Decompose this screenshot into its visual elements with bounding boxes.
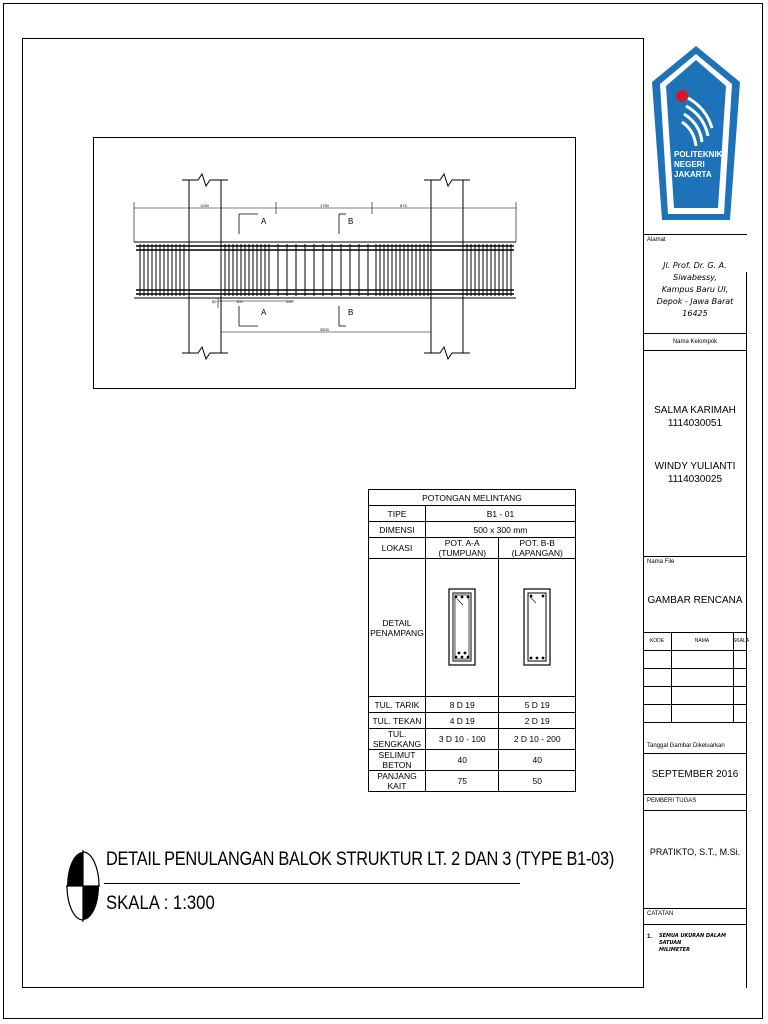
lokasi-label: LOKASI [369,538,426,559]
dim-bottom-3: 200 [286,299,293,304]
kait-label: PANJANG KAIT [369,771,426,792]
tipe-label: TIPE [369,506,426,522]
lokasi-b: POT. B-B (LAPANGAN) [499,538,576,559]
dimensi-label: DIMENSI [369,522,426,538]
nama-header: NAMA [694,638,710,644]
section-a-drawing [425,559,499,697]
tul-sengkang-b: 2 D 10 - 200 [499,729,576,750]
catatan-text: SEMUA UKURAN DALAM SATUAN MILIMETER [659,933,726,953]
date-label: Tanggal Gambar Dikeluarkan [647,743,725,749]
section-mark-b-top: B [348,217,354,226]
section-mark-a-bottom: A [261,308,267,317]
tul-tekan-label: TUL. TEKAN [369,713,426,729]
member-2: WINDY YULIANTI 1114030025 [654,461,736,485]
dim-bottom-1: 50 [212,299,217,304]
dimensi-value: 500 x 300 mm [425,522,575,538]
tul-tarik-a: 8 D 19 [425,697,499,713]
kait-a: 75 [425,771,499,792]
file-table [643,632,750,722]
section-b-drawing [499,559,576,697]
section-mark-a-top: A [261,217,267,226]
tipe-value: B1 - 01 [425,506,575,522]
title-underline [104,883,520,884]
dim-top-3: 875 [400,203,407,208]
beam-elevation-drawing [93,137,576,389]
alamat-label: Alamat [647,237,666,243]
tul-tarik-b: 5 D 19 [499,697,576,713]
tul-sengkang-a: 3 D 10 - 100 [425,729,499,750]
tul-sengkang-label: TUL. SENGKANG [369,729,426,750]
file-label: Nama File [647,559,675,565]
dim-bottom-2: 100 [236,299,243,304]
section-symbol-icon [66,850,100,922]
logo-text: POLITEKNIK NEGERI JAKARTA [674,150,723,179]
file-name: GAMBAR RENCANA [647,595,743,606]
table-title: POTONGAN MELINTANG [369,490,576,506]
selimut-a: 40 [425,750,499,771]
dim-bottom-4: 3500 [320,327,329,332]
section-table [368,489,576,792]
kelompok-label: Nama Kelompok [672,339,718,345]
selimut-b: 40 [499,750,576,771]
drawing-scale: SKALA : 1:300 [106,893,215,914]
kode-header: KODE [649,638,665,644]
title-block [643,38,750,988]
member-1: SALMA KARIMAH 1114030051 [654,405,736,429]
tul-tarik-label: TUL. TARIK [369,697,426,713]
alamat-text: Jl. Prof. Dr. G. A. Siwabessy, Kampus Baru UI, Depok - Jawa Barat 16425 [656,261,734,318]
dim-top-2: 1750 [320,203,329,208]
catatan-label: CATATAN [647,911,674,917]
lokasi-a: POT. A-A (TUMPUAN) [425,538,499,559]
skala-header: SKALA [733,638,750,644]
catatan-number: 1. [647,934,653,940]
pemberi-value: PRATIKTO, S.T., M.Si. [649,847,741,857]
kait-b: 50 [499,771,576,792]
pemberi-label: PEMBERI TUGAS [647,798,697,804]
dim-top-1: 1250 [200,203,209,208]
date-value: SEPTEMBER 2016 [651,769,739,780]
tul-tekan-b: 2 D 19 [499,713,576,729]
detail-label: DETAIL PENAMPANG [369,559,426,697]
selimut-label: SELIMUT BETON [369,750,426,771]
section-mark-b-bottom: B [348,308,354,317]
tul-tekan-a: 4 D 19 [425,713,499,729]
drawing-title: DETAIL PENULANGAN BALOK STRUKTUR LT. 2 DAN 3 (TYPE B1-03) [106,849,615,870]
